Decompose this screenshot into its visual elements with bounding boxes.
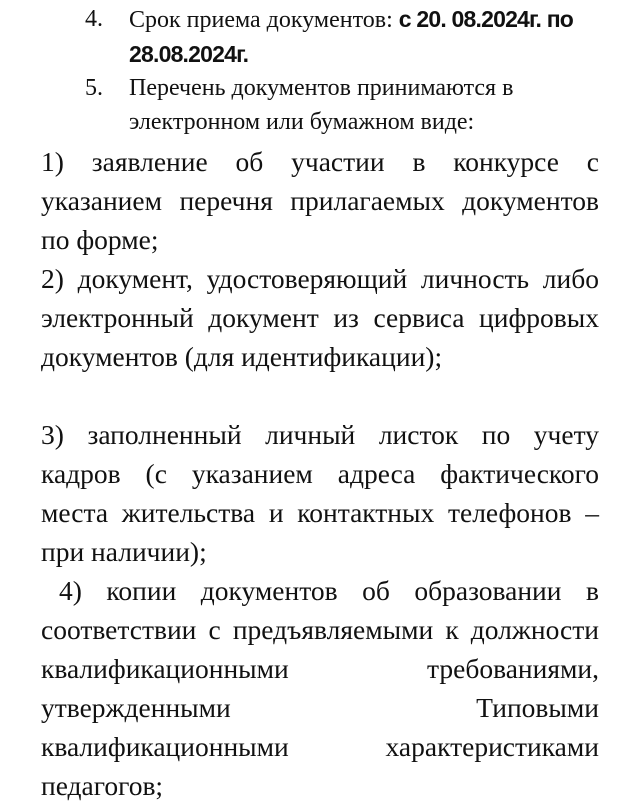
document-requirement-3: 3) заполненный личный листок по учету кадров (с указанием адреса фактического места жительства и контактных телефонов – при наличии); <box>41 419 599 567</box>
list-item-text: Перечень документов принимаются в электронном или бумажном виде: <box>129 75 514 135</box>
document-requirement-2: 2) документ, удостоверяющий личность либо электронный документ из сервиса цифровых документов (для идентификации); <box>41 263 599 372</box>
document-requirement-1: 1) заявление об участии в конкурсе с указанием перечня прилагаемых документов по форме; <box>41 146 599 255</box>
list-item-number: 4. <box>85 6 103 32</box>
deadline-dates: с 20. 08.2024г. по 28.08.2024г. <box>129 6 574 67</box>
list-item-number: 5. <box>85 75 103 101</box>
list-item-text <box>129 2 599 72</box>
deadline-label: Срок приема документов: <box>129 7 399 33</box>
document-requirement-4: 4) копии документов об образовании в соответствии с предъявляемыми к должности квалификационными требованиями, утвержденными Типовыми квалификационными характеристиками педагогов; <box>41 575 599 801</box>
